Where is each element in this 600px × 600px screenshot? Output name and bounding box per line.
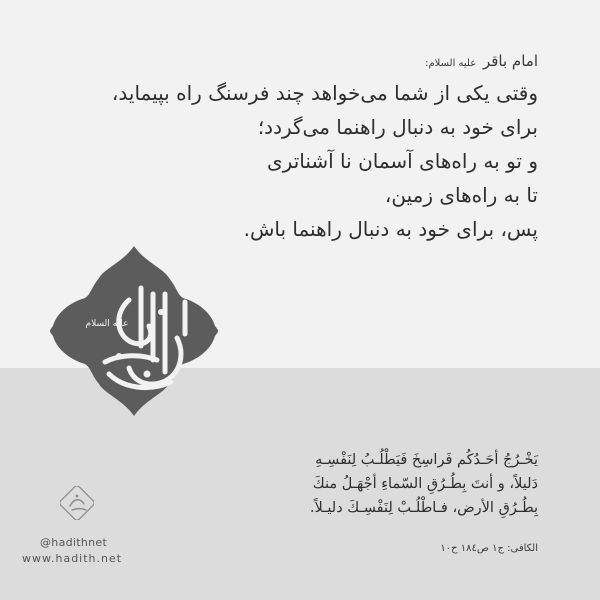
arabic-line-2: دَليلاً، و أنتَ بِطُـرُقِ السّماءِ أجْهَـلُ منكَ	[312, 476, 538, 492]
persian-line-5: پس، برای خود به دنبال راهنما باش.	[243, 217, 538, 241]
imam-name-emblem	[45, 242, 223, 420]
persian-line-4: تا به راه‌های زمین،	[384, 183, 538, 207]
speaker-honorific: علیه السلام:	[425, 58, 477, 69]
hadith-source: الكافى: ج۱ ص۱۸٤ ح۱۰	[440, 543, 538, 554]
persian-hadith	[58, 52, 538, 246]
persian-line-1: وقتی یکی از شما می‌خواهد چند فرسنگ راه بپیماید،	[111, 81, 538, 105]
arabic-line-1: يَخْـرُجُ أحَـدُكُم فَراسِخَ فَيَطْلُـبُ لِنَفْسِـهِ	[315, 452, 538, 468]
website-link[interactable]: www.hadith.net	[22, 552, 123, 565]
emblem-honorific: علیه السلام	[85, 319, 129, 329]
arabic-line-3: بِطُـرُقِ الأرض، فـاطْلُـبْ لِنَفْسِـكَ دليـلاً.	[309, 500, 538, 516]
emblem-svg	[45, 242, 223, 420]
persian-line-3: و تو به راه‌های آسمان نا آشناتری	[267, 149, 538, 173]
speaker-line	[58, 52, 538, 70]
arabic-hadith	[178, 448, 538, 520]
social-handle[interactable]: @hadithnet	[40, 536, 108, 549]
persian-line-2: برای خود به دنبال راهنما می‌گردد؛	[257, 115, 538, 139]
emblem-medallion	[50, 246, 218, 416]
hadithnet-logo-icon	[60, 486, 94, 520]
speaker-name: امام باقر	[482, 52, 538, 70]
